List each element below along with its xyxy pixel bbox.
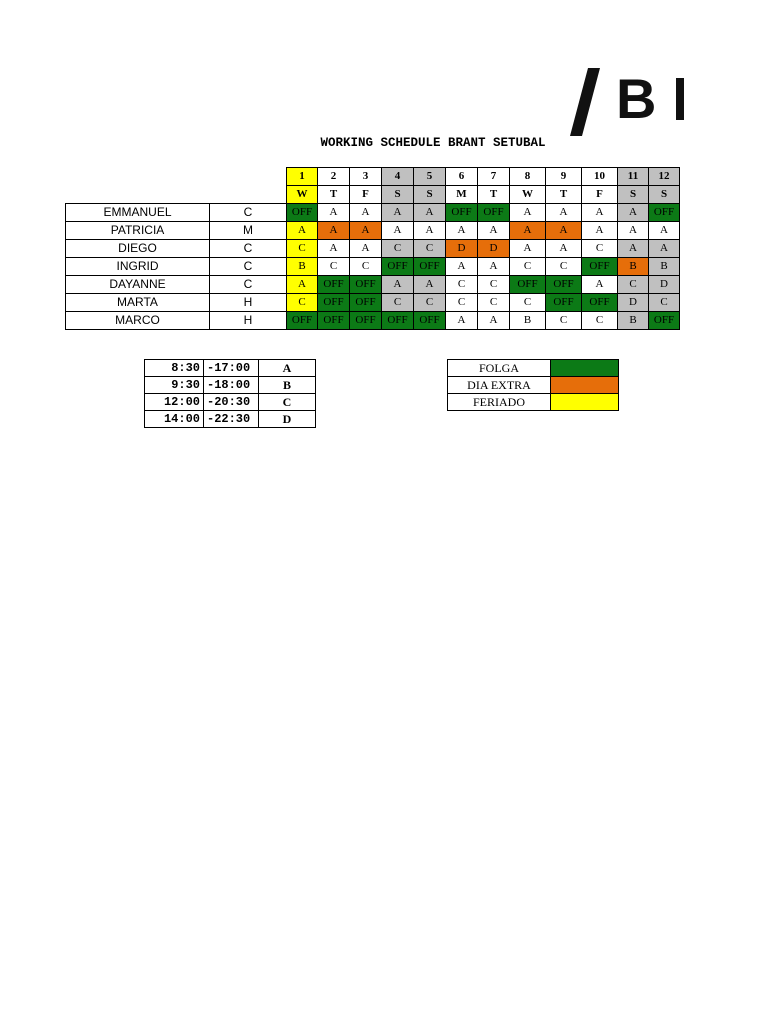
day-number: 11 — [618, 168, 649, 186]
employee-role: H — [210, 312, 287, 330]
weekday-letter: S — [649, 186, 680, 204]
shift-cell: C — [287, 240, 318, 258]
shift-cell: OFF — [382, 258, 414, 276]
shift-cell: A — [350, 204, 382, 222]
employee-name: DIEGO — [66, 240, 210, 258]
weekday-letter: T — [546, 186, 582, 204]
weekday-letter: T — [478, 186, 510, 204]
employee-role: C — [210, 204, 287, 222]
day-number-row — [66, 168, 680, 186]
weekday-letter: W — [510, 186, 546, 204]
weekday-letter: S — [414, 186, 446, 204]
shift-cell: OFF — [649, 204, 680, 222]
shift-code: C — [259, 394, 316, 411]
shift-cell: OFF — [350, 312, 382, 330]
employee-role: C — [210, 240, 287, 258]
employee-row — [66, 204, 680, 222]
shift-cell: A — [510, 240, 546, 258]
shift-cell: A — [546, 240, 582, 258]
shift-cell: A — [446, 222, 478, 240]
employee-row — [66, 276, 680, 294]
shift-code-row — [145, 377, 316, 394]
logo-letter: B — [616, 67, 657, 130]
employee-row — [66, 222, 680, 240]
shift-cell: A — [510, 222, 546, 240]
shift-code: B — [259, 377, 316, 394]
shift-cell: A — [510, 204, 546, 222]
legend-row — [448, 360, 619, 377]
shift-cell: B — [618, 258, 649, 276]
shift-cell: B — [287, 258, 318, 276]
shift-cell: A — [287, 222, 318, 240]
shift-cell: A — [618, 240, 649, 258]
shift-cell: C — [318, 258, 350, 276]
shift-cell: A — [618, 204, 649, 222]
shift-cell: D — [446, 240, 478, 258]
shift-cell: A — [649, 240, 680, 258]
shift-cell: C — [582, 240, 618, 258]
shift-cell: OFF — [414, 312, 446, 330]
shift-cell: A — [582, 276, 618, 294]
employee-row — [66, 240, 680, 258]
employee-role: H — [210, 294, 287, 312]
shift-end: -22:30 — [204, 411, 259, 428]
day-number: 8 — [510, 168, 546, 186]
shift-cell: A — [446, 258, 478, 276]
shift-cell: A — [478, 258, 510, 276]
legend-swatch — [551, 360, 619, 377]
employee-name: MARTA — [66, 294, 210, 312]
employee-name: PATRICIA — [66, 222, 210, 240]
shift-cell: OFF — [546, 276, 582, 294]
shift-cell: B — [649, 258, 680, 276]
shift-start: 12:00 — [145, 394, 204, 411]
legend-table — [447, 359, 619, 411]
shift-cell: C — [414, 240, 446, 258]
shift-cell: A — [382, 276, 414, 294]
shift-cell: OFF — [382, 312, 414, 330]
employee-name: MARCO — [66, 312, 210, 330]
day-number: 7 — [478, 168, 510, 186]
shift-cell: C — [546, 258, 582, 276]
shift-cell: C — [382, 240, 414, 258]
shift-cell: A — [350, 240, 382, 258]
shift-cell: A — [318, 240, 350, 258]
shift-code: A — [259, 360, 316, 377]
shift-cell: A — [414, 276, 446, 294]
weekday-letter: M — [446, 186, 478, 204]
shift-cell: C — [649, 294, 680, 312]
shift-times-table — [144, 359, 316, 428]
weekday-letter: S — [618, 186, 649, 204]
shift-cell: OFF — [318, 312, 350, 330]
shift-code-row — [145, 411, 316, 428]
shift-cell: OFF — [287, 204, 318, 222]
shift-cell: A — [649, 222, 680, 240]
employee-role: C — [210, 258, 287, 276]
shift-cell: OFF — [350, 294, 382, 312]
shift-cell: C — [414, 294, 446, 312]
shift-code-row — [145, 360, 316, 377]
shift-cell: A — [618, 222, 649, 240]
shift-cell: OFF — [414, 258, 446, 276]
shift-end: -17:00 — [204, 360, 259, 377]
shift-cell: C — [382, 294, 414, 312]
shift-cell: OFF — [582, 258, 618, 276]
shift-start: 14:00 — [145, 411, 204, 428]
shift-cell: C — [618, 276, 649, 294]
shift-cell: C — [546, 312, 582, 330]
shift-cell: A — [546, 204, 582, 222]
employee-role: M — [210, 222, 287, 240]
shift-end: -18:00 — [204, 377, 259, 394]
shift-start: 8:30 — [145, 360, 204, 377]
day-number: 2 — [318, 168, 350, 186]
shift-cell: A — [582, 204, 618, 222]
shift-cell: A — [414, 204, 446, 222]
day-number: 10 — [582, 168, 618, 186]
shift-cell: OFF — [318, 294, 350, 312]
shift-cell: OFF — [478, 204, 510, 222]
employee-row — [66, 312, 680, 330]
shift-cell: C — [287, 294, 318, 312]
shift-cell: A — [478, 222, 510, 240]
shift-cell: C — [510, 294, 546, 312]
legend-swatch — [551, 377, 619, 394]
shift-cell: OFF — [510, 276, 546, 294]
schedule-table — [65, 167, 680, 330]
shift-cell: A — [414, 222, 446, 240]
weekday-row — [66, 186, 680, 204]
shift-cell: D — [618, 294, 649, 312]
shift-end: -20:30 — [204, 394, 259, 411]
shift-cell: B — [510, 312, 546, 330]
shift-cell: A — [382, 222, 414, 240]
day-number: 1 — [287, 168, 318, 186]
shift-code: D — [259, 411, 316, 428]
shift-cell: OFF — [546, 294, 582, 312]
shift-cell: C — [446, 294, 478, 312]
shift-cell: D — [478, 240, 510, 258]
legend-row — [448, 394, 619, 411]
employee-name: EMMANUEL — [66, 204, 210, 222]
shift-cell: A — [446, 312, 478, 330]
legend-row — [448, 377, 619, 394]
employee-role: C — [210, 276, 287, 294]
day-number: 4 — [382, 168, 414, 186]
weekday-letter: F — [582, 186, 618, 204]
shift-start: 9:30 — [145, 377, 204, 394]
weekday-letter: W — [287, 186, 318, 204]
shift-cell: D — [649, 276, 680, 294]
shift-cell: C — [446, 276, 478, 294]
legend-swatch — [551, 394, 619, 411]
legend-label: FERIADO — [448, 394, 551, 411]
employee-name: DAYANNE — [66, 276, 210, 294]
shift-cell: OFF — [318, 276, 350, 294]
shift-cell: OFF — [287, 312, 318, 330]
shift-cell: A — [318, 204, 350, 222]
shift-cell: A — [382, 204, 414, 222]
shift-code-row — [145, 394, 316, 411]
shift-cell: OFF — [446, 204, 478, 222]
shift-cell: A — [582, 222, 618, 240]
blank-cell — [210, 186, 287, 204]
day-number: 6 — [446, 168, 478, 186]
brand-logo — [566, 66, 684, 138]
shift-cell: OFF — [582, 294, 618, 312]
shift-cell: C — [350, 258, 382, 276]
weekday-letter: F — [350, 186, 382, 204]
shift-cell: OFF — [350, 276, 382, 294]
shift-cell: C — [478, 276, 510, 294]
blank-cell — [66, 168, 210, 186]
weekday-letter: T — [318, 186, 350, 204]
legend-label: FOLGA — [448, 360, 551, 377]
shift-cell: A — [318, 222, 350, 240]
blank-cell — [66, 186, 210, 204]
day-number: 12 — [649, 168, 680, 186]
shift-cell: C — [478, 294, 510, 312]
employee-row — [66, 258, 680, 276]
day-number: 5 — [414, 168, 446, 186]
legend-label: DIA EXTRA — [448, 377, 551, 394]
employee-row — [66, 294, 680, 312]
shift-cell: A — [546, 222, 582, 240]
day-number: 3 — [350, 168, 382, 186]
employee-name: INGRID — [66, 258, 210, 276]
shift-cell: A — [478, 312, 510, 330]
shift-cell: C — [582, 312, 618, 330]
blank-cell — [210, 168, 287, 186]
shift-cell: B — [618, 312, 649, 330]
weekday-letter: S — [382, 186, 414, 204]
page-title: WORKING SCHEDULE BRANT SETUBAL — [320, 136, 546, 150]
shift-cell: A — [287, 276, 318, 294]
day-number: 9 — [546, 168, 582, 186]
shift-cell: C — [510, 258, 546, 276]
shift-cell: A — [350, 222, 382, 240]
shift-cell: OFF — [649, 312, 680, 330]
